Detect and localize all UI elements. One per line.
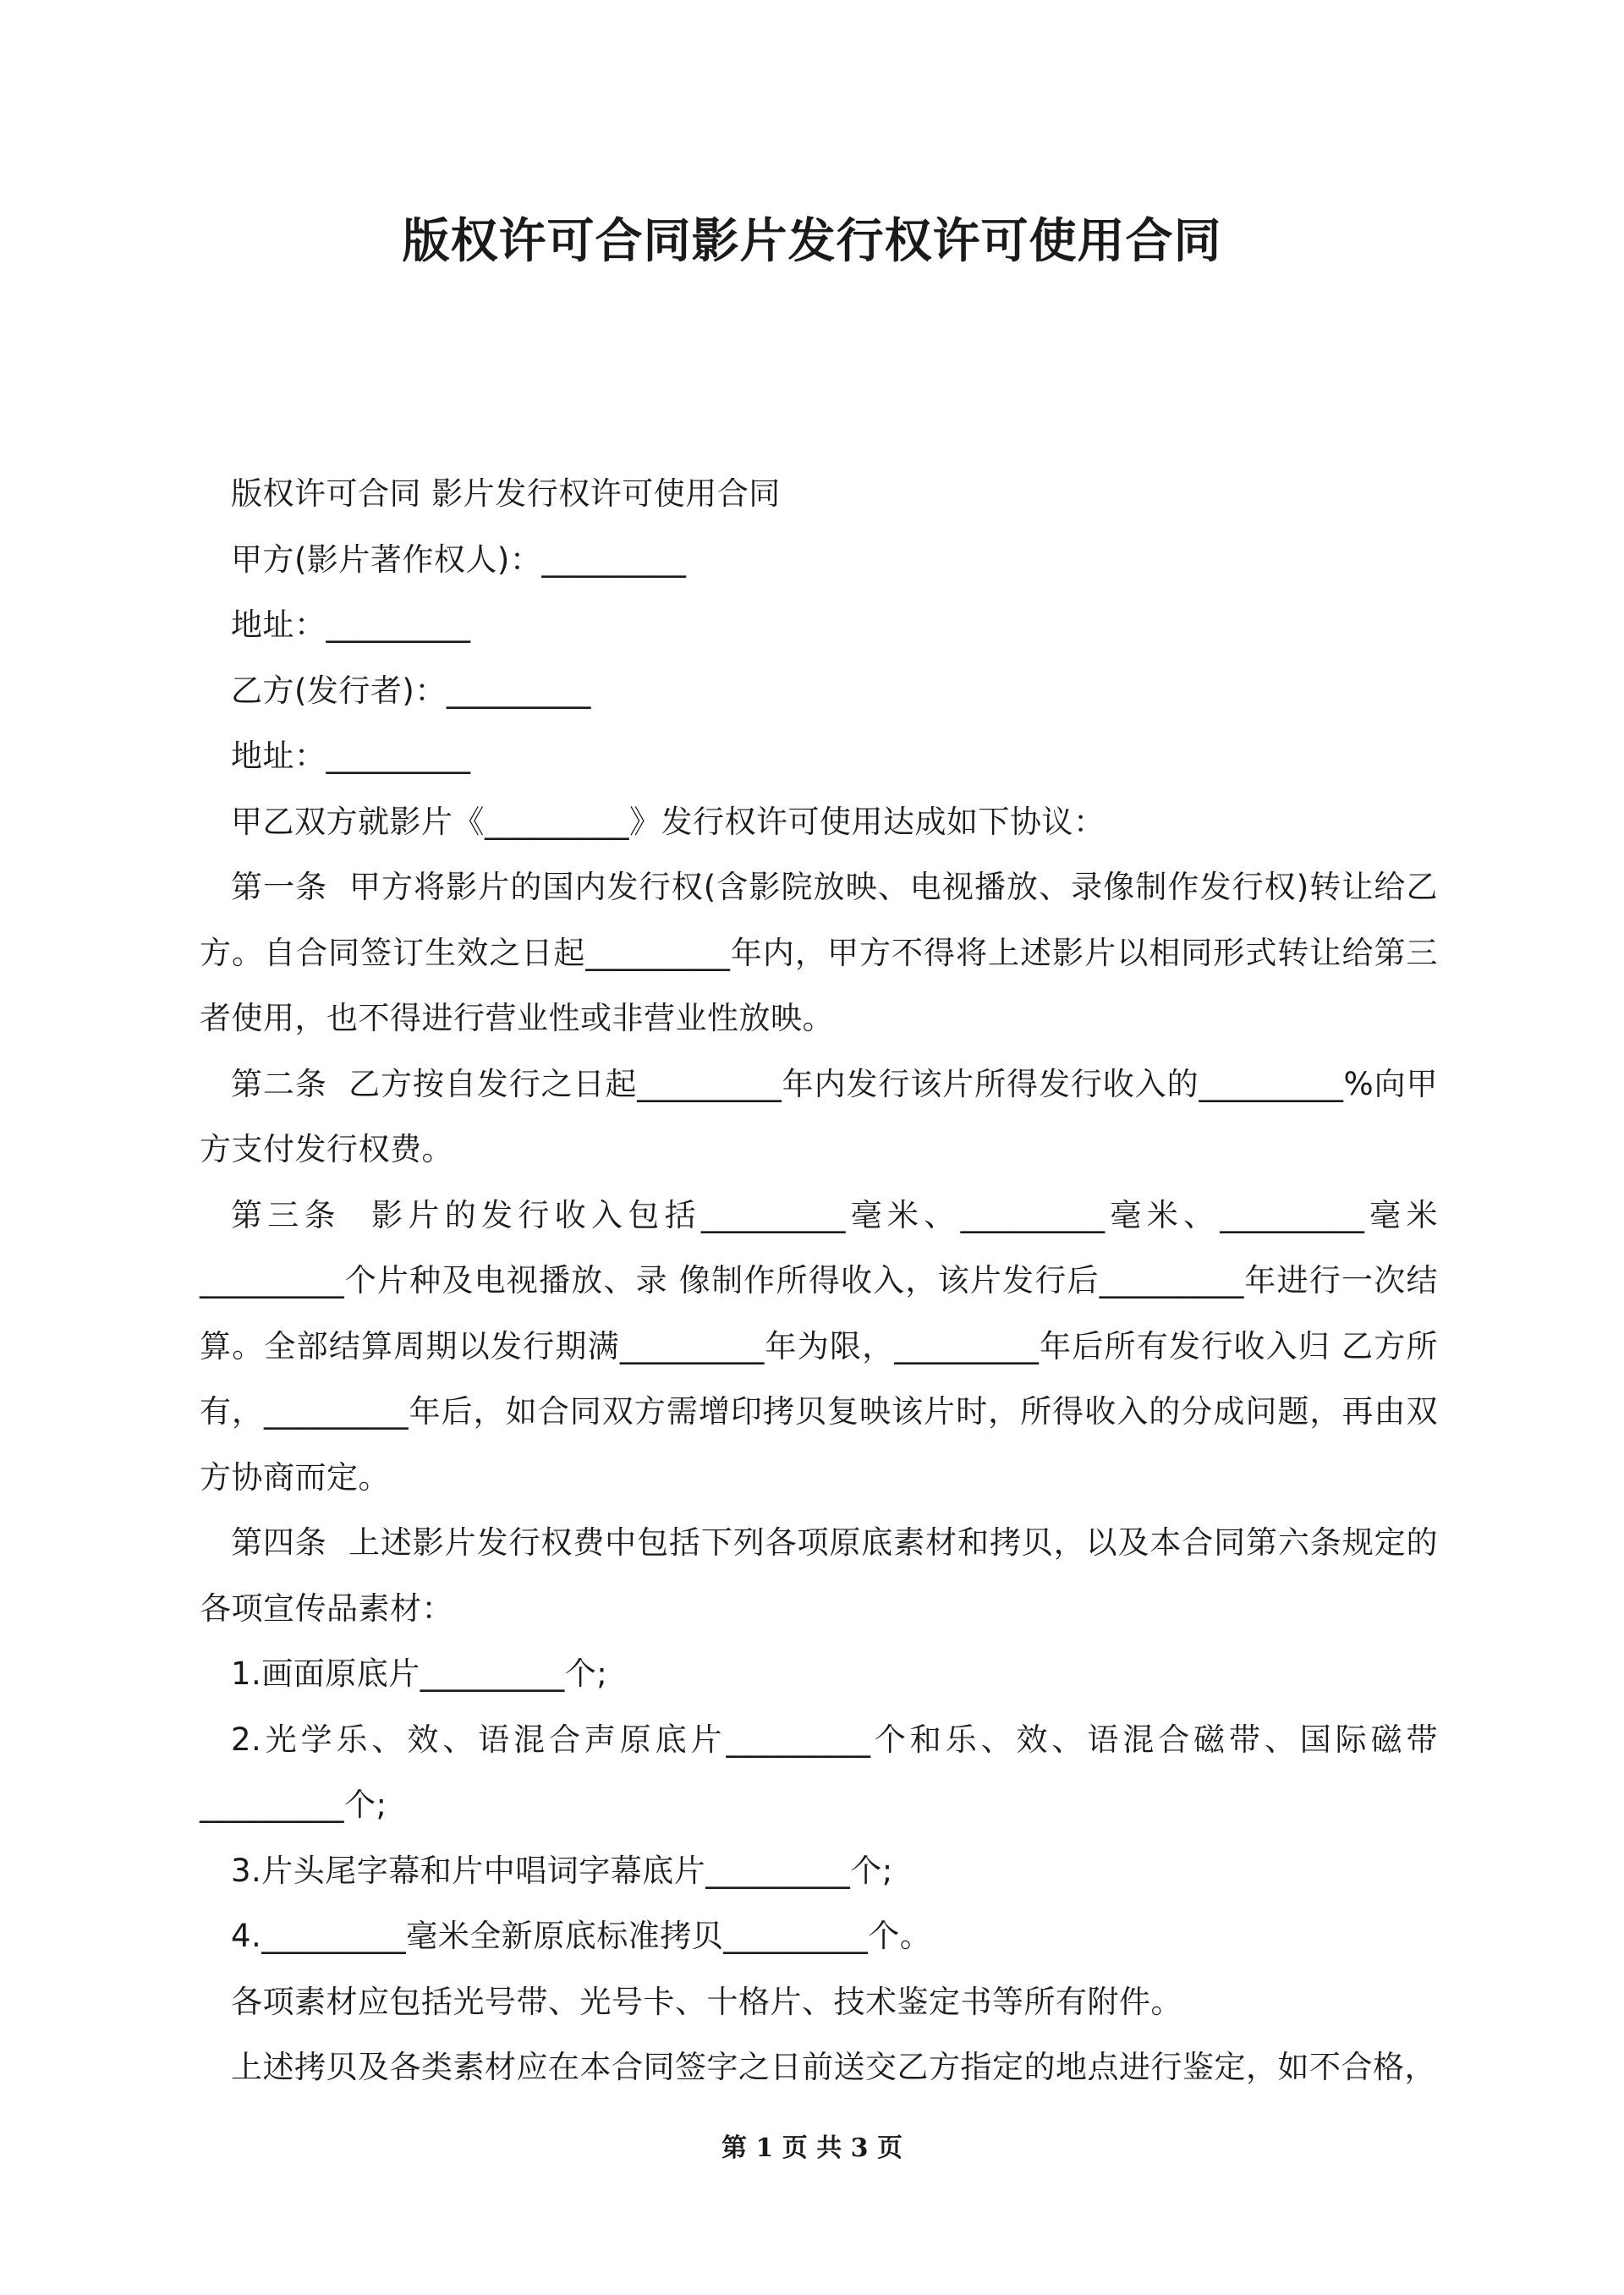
paragraph-party-b: 乙方(发行者)：_________ xyxy=(231,672,591,709)
paragraph-article-4: 第四条 上述影片发行权费中包括下列各项原底素材和拷贝，以及本合同第六条规定的各项宣传品素材： xyxy=(200,1524,1438,1627)
paragraph-item-4: 4._________毫米全新原底标准拷贝_________个。 xyxy=(231,1918,932,1954)
paragraph-item-1: 1.画面原底片_________个; xyxy=(231,1655,608,1692)
paragraph-article-3: 第三条 影片的发行收入包括_________毫米、_________毫米、_________毫米_________个片种及电视播放、录 像制作所得收入，该片发行后_________年进行一次结算。全部结算周期以发行期满_________年为限，_________年后所有发行收入归 乙方所有，_________年后，如合同双方需增印拷贝复映该片时，所得收入的分成问题，再由双方协商而定。 xyxy=(200,1196,1438,1496)
paragraph-inspection: 上述拷贝及各类素材应在本合同签字之日前送交乙方指定的地点进行鉴定，如不合格， xyxy=(231,2049,1436,2085)
document-title: 版权许可合同影片发行权许可使用合同 xyxy=(402,214,1222,269)
paragraph-attachments: 各项素材应包括光号带、光号卡、十格片、技术鉴定书等所有附件。 xyxy=(231,1983,1182,2020)
paragraph-item-2: 2.光学乐、效、语混合声原底片_________个和乐、效、语混合磁带、国际磁带_________个; xyxy=(200,1721,1438,1823)
paragraph-heading: 版权许可合同 影片发行权许可使用合同 xyxy=(231,475,781,512)
document-body xyxy=(200,461,1438,2100)
page-number: 第 1 页 共 3 页 xyxy=(721,2133,903,2163)
paragraph-item-3: 3.片头尾字幕和片中唱词字幕底片_________个; xyxy=(231,1852,893,1889)
paragraph-party-b-address: 地址：_________ xyxy=(231,738,471,774)
paragraph-article-2: 第二条 乙方按自发行之日起_________年内发行该片所得发行收入的_________%向甲方支付发行权费。 xyxy=(200,1065,1438,1167)
paragraph-agreement-intro: 甲乙双方就影片《_________》发行权许可使用达成如下协议： xyxy=(231,803,1106,840)
paragraph-article-1: 第一条 甲方将影片的国内发行权(含影院放映、电视播放、录像制作发行权)转让给乙方。自合同签订生效之日起_________年内，甲方不得将上述影片以相同形式转让给第三者使用，也不得进行营业性或非营业性放映。 xyxy=(200,869,1438,1036)
paragraph-party-a: 甲方(影片著作权人)：_________ xyxy=(231,541,687,578)
paragraph-party-a-address: 地址：_________ xyxy=(231,607,471,643)
